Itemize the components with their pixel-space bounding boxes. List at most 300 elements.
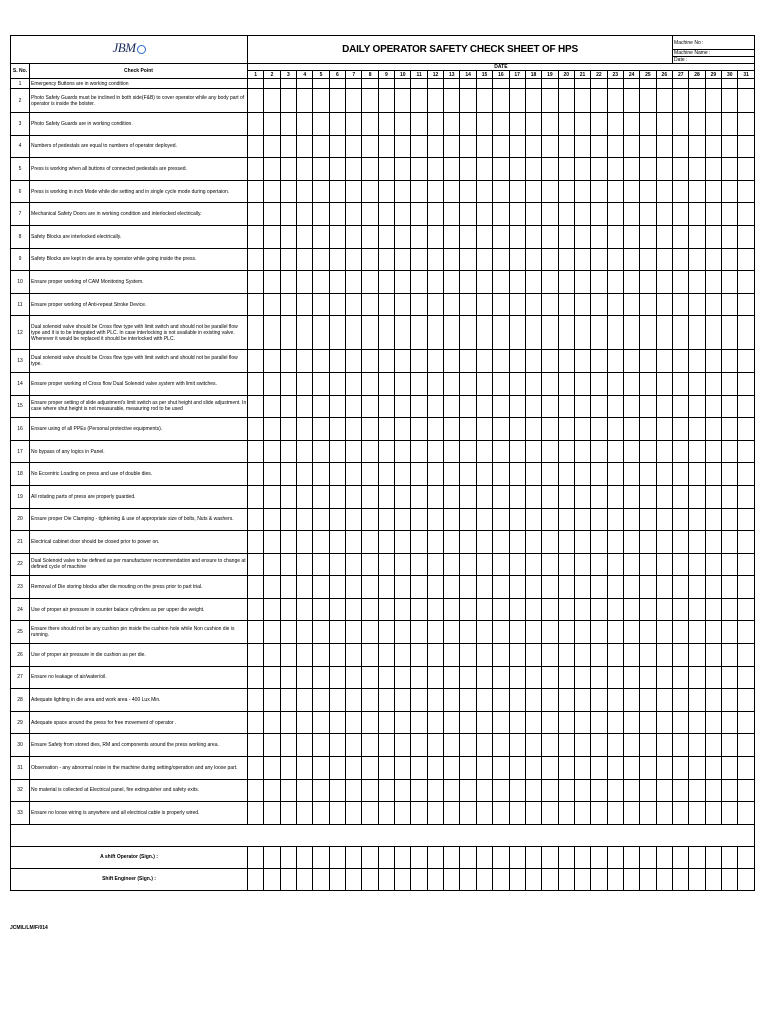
check-cell[interactable] [411,248,427,271]
check-cell[interactable] [329,89,345,113]
check-cell[interactable] [673,531,689,554]
signature-cell[interactable] [558,846,574,868]
check-cell[interactable] [313,757,329,780]
check-cell[interactable] [297,395,313,418]
check-cell[interactable] [525,113,541,136]
check-cell[interactable] [313,135,329,158]
check-cell[interactable] [264,711,280,734]
check-cell[interactable] [460,598,476,621]
check-cell[interactable] [640,598,656,621]
check-cell[interactable] [378,225,394,248]
check-cell[interactable] [673,734,689,757]
check-cell[interactable] [264,508,280,531]
check-cell[interactable] [362,225,378,248]
check-cell[interactable] [444,395,460,418]
check-cell[interactable] [362,350,378,373]
check-cell[interactable] [738,135,754,158]
check-cell[interactable] [378,89,394,113]
check-cell[interactable] [607,802,623,825]
check-cell[interactable] [297,463,313,486]
check-cell[interactable] [460,463,476,486]
check-cell[interactable] [558,644,574,667]
check-cell[interactable] [509,802,525,825]
check-cell[interactable] [395,418,411,441]
check-cell[interactable] [264,203,280,226]
check-cell[interactable] [525,316,541,350]
check-cell[interactable] [493,802,509,825]
check-cell[interactable] [623,757,639,780]
check-cell[interactable] [525,271,541,294]
check-cell[interactable] [264,79,280,89]
check-cell[interactable] [297,158,313,181]
check-cell[interactable] [493,531,509,554]
check-cell[interactable] [607,180,623,203]
check-cell[interactable] [574,79,590,89]
check-cell[interactable] [346,598,362,621]
check-cell[interactable] [476,576,492,599]
check-cell[interactable] [493,79,509,89]
check-cell[interactable] [476,113,492,136]
check-cell[interactable] [656,418,672,441]
signature-cell[interactable] [378,846,394,868]
check-cell[interactable] [558,666,574,689]
check-cell[interactable] [623,644,639,667]
check-cell[interactable] [460,418,476,441]
check-cell[interactable] [689,531,705,554]
check-cell[interactable] [525,734,541,757]
check-cell[interactable] [558,689,574,712]
check-cell[interactable] [738,531,754,554]
check-cell[interactable] [689,113,705,136]
check-cell[interactable] [689,372,705,395]
check-cell[interactable] [689,576,705,599]
check-cell[interactable] [427,418,443,441]
check-cell[interactable] [705,350,721,373]
check-cell[interactable] [362,689,378,712]
check-cell[interactable] [607,113,623,136]
check-cell[interactable] [738,395,754,418]
signature-cell[interactable] [329,846,345,868]
check-cell[interactable] [493,440,509,463]
check-cell[interactable] [656,180,672,203]
check-cell[interactable] [689,598,705,621]
check-cell[interactable] [329,350,345,373]
check-cell[interactable] [346,576,362,599]
check-cell[interactable] [722,89,738,113]
check-cell[interactable] [591,89,607,113]
check-cell[interactable] [525,463,541,486]
signature-cell[interactable] [656,846,672,868]
check-cell[interactable] [509,350,525,373]
check-cell[interactable] [378,271,394,294]
check-cell[interactable] [673,711,689,734]
check-cell[interactable] [460,271,476,294]
check-cell[interactable] [378,757,394,780]
signature-cell[interactable] [444,868,460,890]
check-cell[interactable] [525,621,541,644]
check-cell[interactable] [476,621,492,644]
check-cell[interactable] [493,666,509,689]
check-cell[interactable] [509,553,525,576]
check-cell[interactable] [673,203,689,226]
check-cell[interactable] [722,372,738,395]
check-cell[interactable] [705,711,721,734]
check-cell[interactable] [656,711,672,734]
signature-cell[interactable] [591,846,607,868]
check-cell[interactable] [493,113,509,136]
check-cell[interactable] [395,598,411,621]
check-cell[interactable] [248,89,264,113]
check-cell[interactable] [280,225,296,248]
check-cell[interactable] [411,508,427,531]
check-cell[interactable] [722,293,738,316]
check-cell[interactable] [509,271,525,294]
check-cell[interactable] [542,531,558,554]
check-cell[interactable] [722,598,738,621]
check-cell[interactable] [460,485,476,508]
check-cell[interactable] [574,576,590,599]
check-cell[interactable] [591,553,607,576]
check-cell[interactable] [673,316,689,350]
check-cell[interactable] [673,689,689,712]
check-cell[interactable] [607,734,623,757]
check-cell[interactable] [558,372,574,395]
check-cell[interactable] [542,271,558,294]
check-cell[interactable] [591,463,607,486]
check-cell[interactable] [444,598,460,621]
check-cell[interactable] [411,485,427,508]
check-cell[interactable] [329,180,345,203]
check-cell[interactable] [525,293,541,316]
check-cell[interactable] [493,734,509,757]
check-cell[interactable] [264,180,280,203]
check-cell[interactable] [280,372,296,395]
signature-cell[interactable] [248,846,264,868]
check-cell[interactable] [395,485,411,508]
check-cell[interactable] [427,293,443,316]
check-cell[interactable] [525,802,541,825]
check-cell[interactable] [656,757,672,780]
check-cell[interactable] [623,779,639,802]
check-cell[interactable] [722,440,738,463]
check-cell[interactable] [378,440,394,463]
check-cell[interactable] [509,531,525,554]
check-cell[interactable] [427,271,443,294]
check-cell[interactable] [623,531,639,554]
check-cell[interactable] [460,553,476,576]
check-cell[interactable] [395,508,411,531]
check-cell[interactable] [591,135,607,158]
check-cell[interactable] [264,225,280,248]
check-cell[interactable] [705,225,721,248]
check-cell[interactable] [623,734,639,757]
check-cell[interactable] [656,666,672,689]
check-cell[interactable] [673,180,689,203]
check-cell[interactable] [280,531,296,554]
check-cell[interactable] [738,621,754,644]
check-cell[interactable] [346,293,362,316]
check-cell[interactable] [493,372,509,395]
check-cell[interactable] [640,372,656,395]
check-cell[interactable] [313,79,329,89]
check-cell[interactable] [346,757,362,780]
check-cell[interactable] [476,644,492,667]
check-cell[interactable] [509,180,525,203]
check-cell[interactable] [313,621,329,644]
check-cell[interactable] [460,644,476,667]
check-cell[interactable] [411,553,427,576]
check-cell[interactable] [705,485,721,508]
check-cell[interactable] [460,757,476,780]
check-cell[interactable] [623,248,639,271]
check-cell[interactable] [673,395,689,418]
check-cell[interactable] [297,316,313,350]
check-cell[interactable] [542,485,558,508]
check-cell[interactable] [525,440,541,463]
check-cell[interactable] [509,113,525,136]
signature-cell[interactable] [607,868,623,890]
check-cell[interactable] [640,644,656,667]
check-cell[interactable] [591,485,607,508]
check-cell[interactable] [264,621,280,644]
check-cell[interactable] [738,485,754,508]
check-cell[interactable] [689,180,705,203]
check-cell[interactable] [673,372,689,395]
check-cell[interactable] [705,644,721,667]
check-cell[interactable] [411,734,427,757]
check-cell[interactable] [411,463,427,486]
check-cell[interactable] [378,666,394,689]
check-cell[interactable] [444,802,460,825]
check-cell[interactable] [427,779,443,802]
check-cell[interactable] [640,113,656,136]
check-cell[interactable] [591,711,607,734]
check-cell[interactable] [362,711,378,734]
check-cell[interactable] [509,666,525,689]
check-cell[interactable] [444,576,460,599]
signature-cell[interactable] [476,868,492,890]
check-cell[interactable] [248,248,264,271]
check-cell[interactable] [427,757,443,780]
check-cell[interactable] [640,395,656,418]
check-cell[interactable] [346,203,362,226]
check-cell[interactable] [738,734,754,757]
check-cell[interactable] [297,757,313,780]
check-cell[interactable] [493,271,509,294]
check-cell[interactable] [411,598,427,621]
check-cell[interactable] [640,180,656,203]
check-cell[interactable] [656,203,672,226]
check-cell[interactable] [640,531,656,554]
check-cell[interactable] [574,644,590,667]
signature-cell[interactable] [722,868,738,890]
check-cell[interactable] [722,418,738,441]
check-cell[interactable] [346,89,362,113]
check-cell[interactable] [640,553,656,576]
check-cell[interactable] [689,644,705,667]
check-cell[interactable] [411,372,427,395]
check-cell[interactable] [362,734,378,757]
signature-cell[interactable] [444,846,460,868]
signature-cell[interactable] [591,868,607,890]
check-cell[interactable] [444,531,460,554]
check-cell[interactable] [640,576,656,599]
check-cell[interactable] [460,395,476,418]
check-cell[interactable] [738,372,754,395]
check-cell[interactable] [673,79,689,89]
check-cell[interactable] [476,485,492,508]
check-cell[interactable] [297,779,313,802]
check-cell[interactable] [623,598,639,621]
check-cell[interactable] [493,598,509,621]
check-cell[interactable] [378,316,394,350]
check-cell[interactable] [738,248,754,271]
check-cell[interactable] [280,203,296,226]
check-cell[interactable] [509,158,525,181]
check-cell[interactable] [656,485,672,508]
signature-cell[interactable] [476,846,492,868]
check-cell[interactable] [264,158,280,181]
check-cell[interactable] [362,553,378,576]
check-cell[interactable] [378,485,394,508]
check-cell[interactable] [525,395,541,418]
check-cell[interactable] [476,395,492,418]
check-cell[interactable] [591,802,607,825]
check-cell[interactable] [476,418,492,441]
check-cell[interactable] [623,802,639,825]
check-cell[interactable] [574,711,590,734]
check-cell[interactable] [542,463,558,486]
check-cell[interactable] [411,689,427,712]
check-cell[interactable] [689,666,705,689]
check-cell[interactable] [591,576,607,599]
check-cell[interactable] [329,463,345,486]
signature-cell[interactable] [689,846,705,868]
check-cell[interactable] [705,203,721,226]
check-cell[interactable] [378,621,394,644]
check-cell[interactable] [574,463,590,486]
check-cell[interactable] [574,372,590,395]
check-cell[interactable] [264,350,280,373]
check-cell[interactable] [640,135,656,158]
check-cell[interactable] [280,757,296,780]
check-cell[interactable] [689,802,705,825]
check-cell[interactable] [313,508,329,531]
check-cell[interactable] [558,135,574,158]
check-cell[interactable] [542,180,558,203]
check-cell[interactable] [395,158,411,181]
check-cell[interactable] [346,553,362,576]
check-cell[interactable] [493,621,509,644]
check-cell[interactable] [313,158,329,181]
check-cell[interactable] [607,485,623,508]
check-cell[interactable] [329,598,345,621]
check-cell[interactable] [444,779,460,802]
check-cell[interactable] [280,463,296,486]
check-cell[interactable] [656,440,672,463]
check-cell[interactable] [346,79,362,89]
check-cell[interactable] [460,203,476,226]
signature-cell[interactable] [525,868,541,890]
check-cell[interactable] [574,802,590,825]
check-cell[interactable] [362,418,378,441]
check-cell[interactable] [297,89,313,113]
check-cell[interactable] [640,802,656,825]
check-cell[interactable] [460,158,476,181]
check-cell[interactable] [444,113,460,136]
check-cell[interactable] [427,598,443,621]
check-cell[interactable] [362,802,378,825]
check-cell[interactable] [623,440,639,463]
check-cell[interactable] [444,463,460,486]
check-cell[interactable] [640,316,656,350]
check-cell[interactable] [607,621,623,644]
check-cell[interactable] [411,418,427,441]
check-cell[interactable] [329,79,345,89]
check-cell[interactable] [689,485,705,508]
check-cell[interactable] [738,350,754,373]
check-cell[interactable] [280,553,296,576]
check-cell[interactable] [248,225,264,248]
check-cell[interactable] [623,395,639,418]
check-cell[interactable] [689,440,705,463]
check-cell[interactable] [493,779,509,802]
check-cell[interactable] [738,293,754,316]
check-cell[interactable] [248,689,264,712]
check-cell[interactable] [722,203,738,226]
check-cell[interactable] [264,485,280,508]
check-cell[interactable] [623,666,639,689]
check-cell[interactable] [558,485,574,508]
check-cell[interactable] [574,293,590,316]
check-cell[interactable] [248,271,264,294]
signature-cell[interactable] [542,846,558,868]
check-cell[interactable] [558,79,574,89]
check-cell[interactable] [313,440,329,463]
check-cell[interactable] [411,293,427,316]
check-cell[interactable] [623,293,639,316]
check-cell[interactable] [476,225,492,248]
check-cell[interactable] [689,395,705,418]
check-cell[interactable] [591,79,607,89]
check-cell[interactable] [525,79,541,89]
check-cell[interactable] [738,689,754,712]
check-cell[interactable] [493,757,509,780]
check-cell[interactable] [705,89,721,113]
check-cell[interactable] [525,666,541,689]
check-cell[interactable] [640,203,656,226]
check-cell[interactable] [509,779,525,802]
check-cell[interactable] [509,89,525,113]
check-cell[interactable] [591,734,607,757]
check-cell[interactable] [444,757,460,780]
check-cell[interactable] [607,271,623,294]
check-cell[interactable] [297,225,313,248]
check-cell[interactable] [329,576,345,599]
check-cell[interactable] [525,372,541,395]
check-cell[interactable] [591,395,607,418]
check-cell[interactable] [248,463,264,486]
check-cell[interactable] [591,372,607,395]
check-cell[interactable] [395,113,411,136]
check-cell[interactable] [427,666,443,689]
check-cell[interactable] [493,248,509,271]
check-cell[interactable] [673,576,689,599]
check-cell[interactable] [444,553,460,576]
check-cell[interactable] [722,734,738,757]
check-cell[interactable] [378,135,394,158]
check-cell[interactable] [493,463,509,486]
